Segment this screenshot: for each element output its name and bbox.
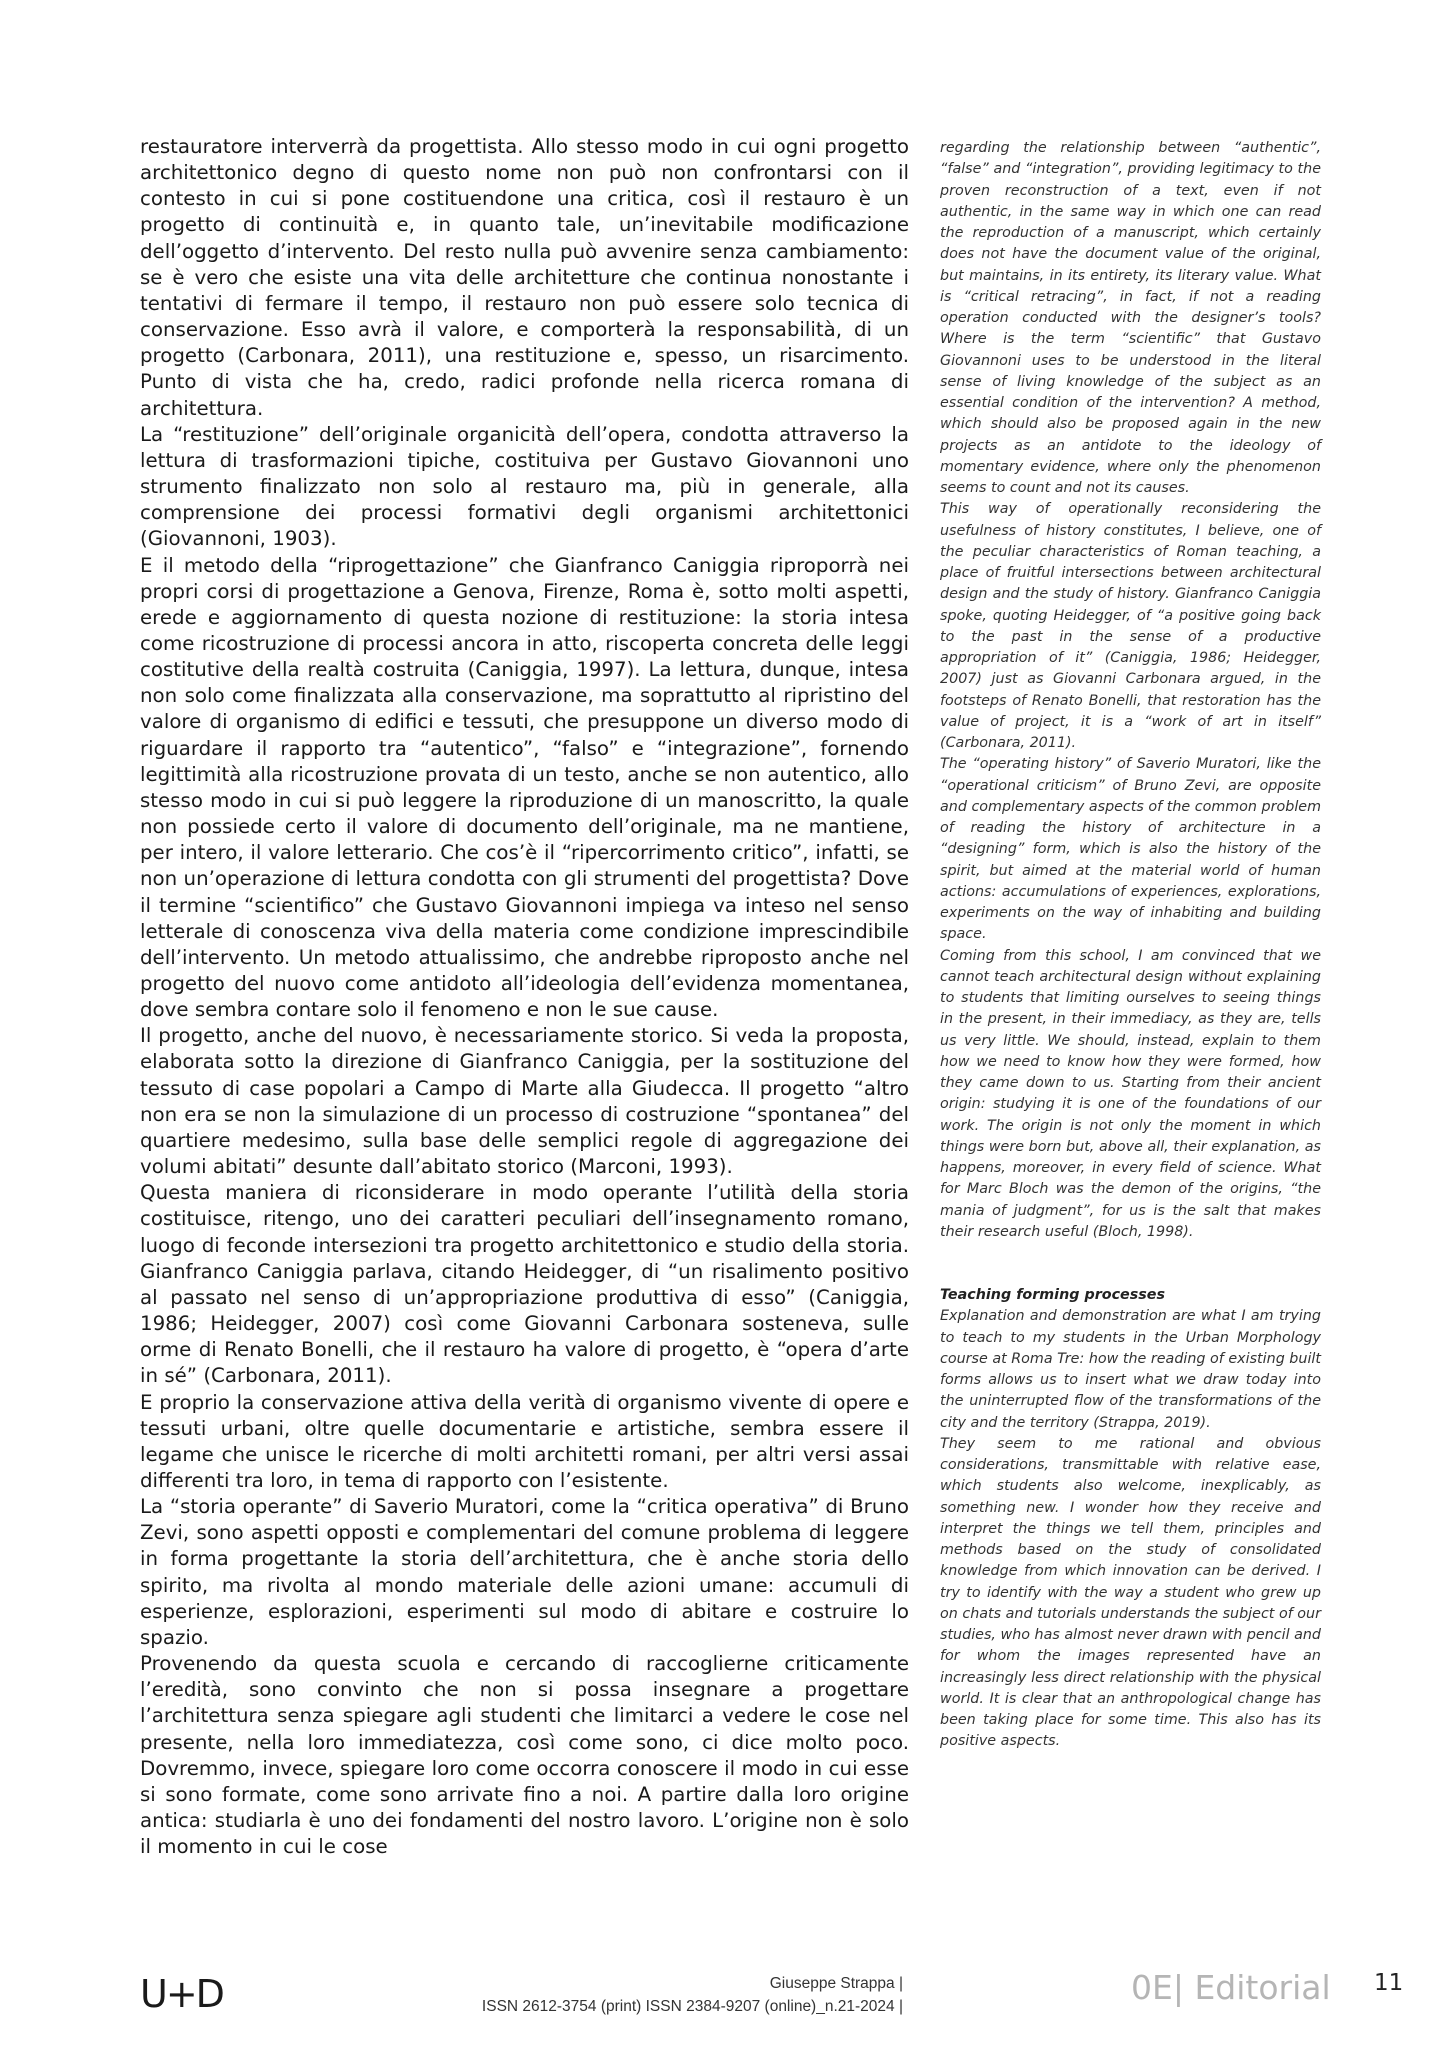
sidebar-paragraph: They seem to me rational and obvious considerations, transmittable with relative ease, which students also welcome, inexplicably, as something new. I wonder how they receive and interpret the things we tell them, principles and methods based on the study of consolidated knowledge from which innovation can be derived. I try to identify with the way a student who grew up on chats and tutorials understands the subject of our studies, who has almost never drawn with pencil and for whom the images represented have an increasingly less direct relationship with the physical world. It is clear that an anthropological change has been taking place for some time. This also has its positive aspects.	[940, 1435, 1321, 1750]
footer-issn: ISSN 2612-3754 (print) ISSN 2384-9207 (online)_n.21-2024 |	[481, 1998, 903, 2015]
journal-logo: U+D	[140, 1972, 223, 2016]
main-paragraph: La “restituzione” dell’originale organicità dell’opera, condotta attraverso la lettura di trasformazioni tipiche, costituiva per Gustavo Giovannoni uno strumento finalizzato non solo al restauro ma, più in generale, alla comprensione dei processi formativi degli organismi architettonici (Giovannoni, 1903).	[140, 422, 909, 551]
footer-meta	[482, 1972, 903, 2018]
sidebar-paragraph: Coming from this school, I am convinced that we cannot teach architectural design without explaining to students that limiting ourselves to seeing things in the present, in their immediacy, as they are, tells us very little. We should, instead, explain to them how we need to know how they were formed, how they came down to us. Starting from their ancient origin: studying it is one of the foundations of our work. The origin is not only the moment in which things were born but, above all, their explanation, as happens, moreover, in every field of science. What for Marc Bloch was the demon of the origins, “the mania of judgment”, for us is the salt that makes their research useful (Bloch, 1998).	[940, 947, 1321, 1240]
sidebar-paragraph: Explanation and demonstration are what I am trying to teach to my students in the Urban Morphology course at Roma Tre: how the reading of existing built forms allows us to insert what we draw today into the uninterrupted flow of the transformations of the city and the territory (Strappa, 2019).	[940, 1308, 1321, 1431]
main-paragraph: Il progetto, anche del nuovo, è necessariamente storico. Si veda la proposta, elaborata sotto la direzione di Gianfranco Caniggia, per la sostituzione del tessuto di case popolari a Campo di Marte alla Giudecca. Il progetto “altro non era se non la simulazione di un processo di costruzione “spontanea” del quartiere medesimo, sulla base delle semplici regole di aggregazione dei volumi abitati” desunte dall’abitato storico (Marconi, 1993).	[140, 1024, 909, 1179]
main-paragraph: restauratore interverrà da progettista. Allo stesso modo in cui ogni progetto architettonico degno di questo nome non può non confrontarsi con il contesto in cui si pone costituendone una critica, così il restauro è un progetto di continuità e, in quanto tale, un’inevitabile modificazione dell’oggetto d’intervento. Del resto nulla può avvenire senza cambiamento: se è vero che esiste una vita delle architetture che continua nonostante i tentativi di fermare il tempo, il restauro non può essere solo tecnica di conservazione. Esso avrà il valore, e comporterà la responsabilità, di un progetto (Carbonara, 2011), una restituzione e, spesso, un risarcimento. Punto di vista che ha, credo, radici profonde nella ricerca romana di architettura.	[140, 135, 909, 420]
footer-author: Giuseppe Strappa |	[769, 1975, 903, 1992]
sidebar-spacer	[940, 1243, 1321, 1264]
sidebar-section-heading: Teaching forming processes	[940, 1287, 1165, 1303]
sidebar-paragraph: This way of operationally reconsidering the usefulness of history constitutes, I believe, one of the peculiar characteristics of Roman teaching, a place of fruitful intersections between architectural design and the study of history. Gianfranco Caniggia spoke, quoting Heidegger, of “a positive going back to the past in the sense of a productive appropriation of it” (Caniggia, 1986; Heidegger, 2007) just as Giovanni Carbonara argued, in the footsteps of Renato Bonelli, that restoration has the value of project, it is a “work of art in itself” (Carbonara, 2011).	[940, 501, 1321, 751]
main-paragraph: Questa maniera di riconsiderare in modo operante l’utilità della storia costituisce, ritengo, uno dei caratteri peculiari dell’insegnamento romano, luogo di feconde intersezioni tra progetto architettonico e studio della storia. Gianfranco Caniggia parlava, citando Heidegger, di “un risalimento positivo al passato nel senso di un’appropriazione produttiva di esso” (Caniggia, 1986; Heidegger, 2007) così come Giovanni Carbonara sosteneva, sulle orme di Renato Bonelli, che il restauro ha valore di progetto, è “opera d’arte in sé” (Carbonara, 2011).	[140, 1181, 909, 1388]
main-paragraph: Provenendo da questa scuola e cercando di raccoglierne criticamente l’eredità, sono convinto che non si possa insegnare a progettare l’architettura senza spiegare agli studenti che limitarci a vedere le cose nel presente, nella loro immediatezza, così come sono, ci dice molto poco. Dovremmo, invece, spiegare loro come occorra conoscere il modo in cui esse si sono formate, come sono arrivate fino a noi. A partire dalla loro origine antica: studiarla è uno dei fondamenti del nostro lavoro. L’origine non è solo il momento in cui le cose	[140, 1652, 909, 1859]
main-paragraph: La “storia operante” di Saverio Muratori, come la “critica operativa” di Bruno Zevi, sono aspetti opposti e complementari del comune problema di leggere in forma progettante la storia dell’architettura, che è anche storia dello spirito, ma rivolta al mondo materiale delle azioni umane: accumuli di esperienze, esplorazioni, esperimenti sul modo di abitare e costruire lo spazio.	[140, 1495, 909, 1649]
main-paragraph: E proprio la conservazione attiva della verità di organismo vivente di opere e tessuti urbani, oltre quelle documentarie e artistiche, sembra essere il legame che unisce le ricerche di molti architetti romani, per altri versi assai differenti tra loro, in tema di rapporto con l’esistente.	[140, 1390, 909, 1492]
page-number: 11	[1374, 1970, 1404, 1996]
sidebar-paragraph: regarding the relationship between “authentic”, “false” and “integration”, providing legitimacy to the proven reconstruction of a text, even if not authentic, in the same way in which one can read the reproduction of a manuscript, which certainly does not have the document value of the original, but maintains, in its entirety, its literary value. What is “critical retracing”, in fact, if not a reading operation conducted with the designer’s tools? Where is the term “scientific” that Gustavo Giovannoni uses to be understood in the literal sense of living knowledge of the subject as an essential condition of the intervention? A method, which should also be proposed again in the new projects as an antidote to the ideology of momentary evidence, where only the phenomenon seems to count and not its causes.	[940, 140, 1321, 496]
main-paragraph: E il metodo della “riprogettazione” che Gianfranco Caniggia riproporrà nei propri corsi di progettazione a Genova, Firenze, Roma è, sotto molti aspetti, erede e aggiornamento di questa nozione di restituzione: la storia intesa come ricostruzione di processi ancora in atto, riscoperta concreta delle leggi costitutive della realtà costruita (Caniggia, 1997). La lettura, dunque, intesa non solo come finalizzata alla conservazione, ma soprattutto al ripristino del valore di organismo di edifici e tessuti, che presuppone un diverso modo di riguardare il rapporto tra “autentico”, “falso” e “integrazione”, fornendo legittimità alla ricostruzione provata di un testo, anche se non autentico, allo stesso modo in cui si può leggere la riproduzione di un manoscritto, la quale non possiede certo il valore di documento dell’originale, ma ne mantiene, per intero, il valore letterario. Che cos’è il “ripercorrimento critico”, infatti, se non un’operazione di lettura condotta con gli strumenti del progettista? Dove il termine “scientifico” che Gustavo Giovannoni impiega va inteso nel senso letterale di conoscenza viva della materia come condizione imprescindibile dell’intervento. Un metodo attualissimo, che andrebbe riproposto anche nel progetto del nuovo come antidoto all’ideologia dell’evidenza momentanea, dove sembra contare solo il fenomeno e non le sue cause.	[140, 553, 909, 1022]
translation-column	[940, 138, 1321, 1753]
main-text-column	[140, 134, 909, 1860]
footer-section-label: 0E| Editorial	[1131, 1968, 1331, 2007]
sidebar-paragraph: The “operating history” of Saverio Muratori, like the “operational criticism” of Bruno Zevi, are opposite and complementary aspects of the common problem of reading the history of architecture in a “designing” form, which is also the history of the spirit, but aimed at the material world of human actions: accumulations of experiences, explorations, experiments on the way of inhabiting and building space.	[940, 756, 1322, 943]
